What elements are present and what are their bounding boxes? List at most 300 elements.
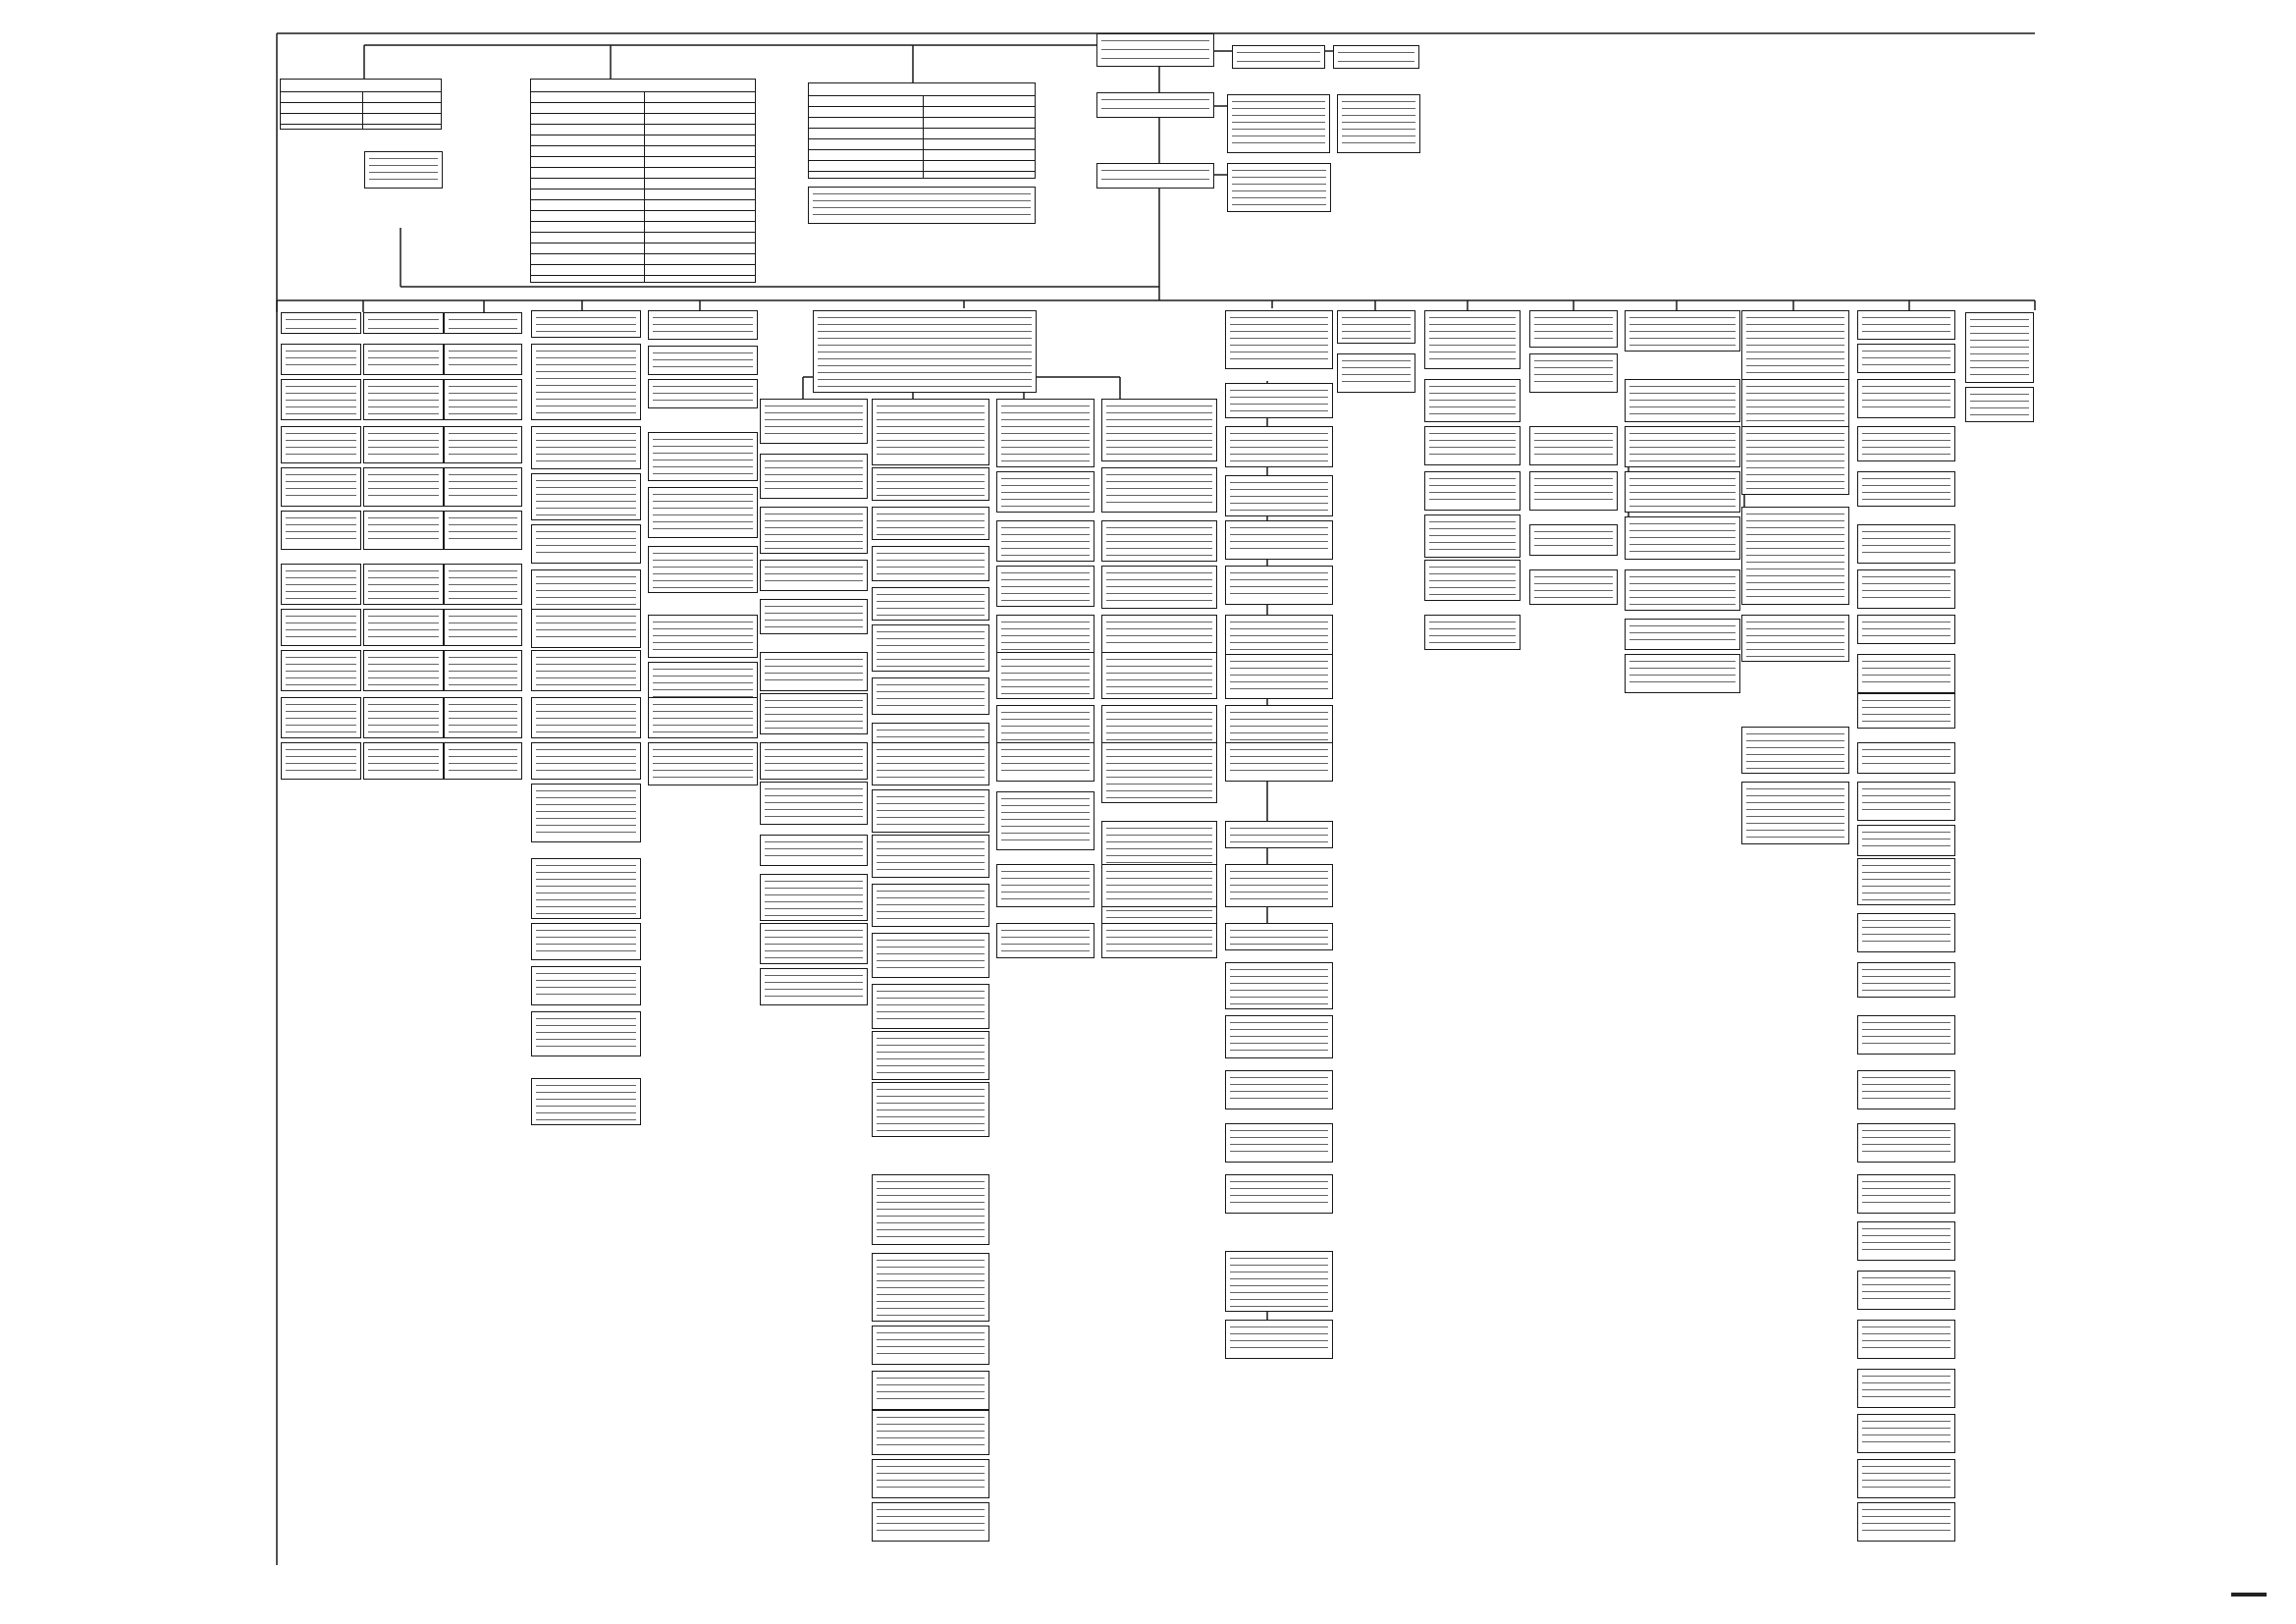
org-box — [281, 344, 361, 375]
illegible-text-lines — [877, 940, 985, 973]
illegible-text-lines — [1534, 478, 1613, 506]
illegible-text-lines — [1862, 1022, 1950, 1050]
illegible-text-lines — [1862, 865, 1950, 900]
org-box — [1857, 962, 1955, 998]
org-box — [1225, 821, 1333, 848]
org-box — [281, 697, 361, 738]
org-box — [1225, 1123, 1333, 1163]
org-box — [281, 467, 361, 507]
illegible-text-lines — [1106, 871, 1212, 902]
illegible-text-lines — [1001, 749, 1090, 777]
illegible-text-lines — [1862, 317, 1950, 335]
illegible-text-lines — [1862, 749, 1950, 769]
org-box — [808, 82, 1036, 179]
org-box — [281, 511, 361, 550]
illegible-text-lines — [449, 351, 517, 370]
org-box — [996, 471, 1095, 513]
org-box — [444, 650, 522, 691]
illegible-text-lines — [765, 460, 863, 494]
org-box — [1225, 742, 1333, 782]
org-box — [872, 1031, 989, 1080]
illegible-text-lines — [536, 616, 636, 643]
org-box — [1857, 654, 1955, 693]
org-box — [531, 1011, 641, 1056]
org-box — [1225, 654, 1333, 699]
org-box — [1625, 379, 1740, 422]
org-box — [1225, 566, 1333, 605]
org-box — [872, 467, 989, 501]
org-box — [648, 379, 758, 408]
illegible-text-lines — [1230, 482, 1328, 512]
illegible-text-lines — [1862, 1421, 1950, 1448]
illegible-text-lines — [1106, 474, 1212, 508]
org-box — [1232, 45, 1325, 69]
illegible-text-lines — [286, 657, 356, 686]
org-box — [1101, 566, 1217, 609]
org-box — [1965, 387, 2034, 422]
org-box — [1857, 1320, 1955, 1359]
org-box — [872, 1410, 989, 1455]
org-box — [1857, 913, 1955, 952]
illegible-text-lines — [1429, 622, 1516, 645]
illegible-text-lines — [1862, 969, 1950, 993]
org-box — [1857, 426, 1955, 461]
illegible-text-lines — [1106, 712, 1212, 743]
illegible-text-lines — [286, 351, 356, 370]
org-box — [872, 1082, 989, 1137]
org-box — [1741, 426, 1849, 495]
illegible-text-lines — [1429, 317, 1516, 364]
org-box — [996, 520, 1095, 562]
illegible-text-lines — [1534, 360, 1613, 388]
illegible-text-lines — [1230, 622, 1328, 653]
illegible-text-lines — [1230, 317, 1328, 364]
org-box — [531, 473, 641, 520]
org-box — [1424, 379, 1521, 422]
illegible-text-lines — [653, 386, 753, 404]
org-box — [1625, 619, 1740, 650]
illegible-text-lines — [877, 749, 985, 781]
table-grid — [809, 95, 1035, 178]
org-box — [872, 507, 989, 540]
illegible-text-lines — [1101, 40, 1209, 62]
org-box — [1227, 94, 1330, 153]
org-box — [363, 511, 444, 550]
illegible-text-lines — [1342, 101, 1415, 148]
illegible-text-lines — [877, 841, 985, 873]
org-box — [872, 399, 989, 465]
illegible-text-lines — [536, 790, 636, 838]
illegible-text-lines — [653, 494, 753, 533]
illegible-text-lines — [1629, 386, 1735, 417]
illegible-text-lines — [653, 704, 753, 733]
org-box — [1857, 782, 1955, 821]
org-box — [872, 984, 989, 1029]
illegible-text-lines — [1429, 567, 1516, 596]
org-box — [760, 652, 868, 691]
org-box — [444, 742, 522, 780]
illegible-text-lines — [1101, 170, 1209, 184]
illegible-text-lines — [1230, 1130, 1328, 1158]
org-box — [444, 697, 522, 738]
org-box — [531, 426, 641, 469]
org-box — [531, 1078, 641, 1125]
org-box — [281, 742, 361, 780]
org-box — [1101, 742, 1217, 803]
illegible-text-lines — [877, 1378, 985, 1405]
illegible-text-lines — [1001, 712, 1090, 743]
org-box — [1857, 1174, 1955, 1214]
illegible-text-lines — [1629, 433, 1735, 462]
org-box — [1857, 1271, 1955, 1310]
illegible-text-lines — [286, 433, 356, 459]
org-box — [1741, 615, 1849, 662]
illegible-text-lines — [1230, 433, 1328, 462]
illegible-text-lines — [1862, 1130, 1950, 1158]
org-box — [531, 923, 641, 960]
illegible-text-lines — [1534, 317, 1613, 343]
org-box — [760, 560, 868, 591]
org-box — [648, 546, 758, 593]
org-box — [1101, 652, 1217, 699]
org-box — [1101, 864, 1217, 907]
org-box — [872, 742, 989, 785]
org-box — [1857, 1123, 1955, 1163]
illegible-text-lines — [1230, 390, 1328, 413]
illegible-text-lines — [1862, 386, 1950, 413]
org-box — [1225, 475, 1333, 516]
illegible-text-lines — [877, 1417, 985, 1450]
illegible-text-lines — [1001, 406, 1090, 462]
org-box — [996, 791, 1095, 850]
org-box — [281, 609, 361, 646]
illegible-text-lines — [877, 891, 985, 922]
illegible-text-lines — [286, 319, 356, 329]
illegible-text-lines — [1429, 521, 1516, 553]
illegible-text-lines — [449, 474, 517, 502]
org-box — [531, 344, 641, 420]
illegible-text-lines — [1429, 433, 1516, 460]
illegible-text-lines — [765, 788, 863, 820]
illegible-text-lines — [1342, 317, 1411, 339]
org-box — [1225, 615, 1333, 658]
illegible-text-lines — [877, 594, 985, 616]
illegible-text-lines — [536, 576, 636, 612]
org-box — [760, 923, 868, 964]
illegible-text-lines — [765, 749, 863, 775]
org-box — [531, 697, 641, 738]
illegible-text-lines — [653, 622, 753, 653]
org-box — [444, 312, 522, 334]
illegible-text-lines — [765, 606, 863, 629]
org-box — [760, 399, 868, 444]
org-box — [1529, 471, 1618, 511]
illegible-text-lines — [1001, 930, 1090, 953]
column-divider — [644, 91, 645, 282]
org-box — [363, 609, 444, 646]
org-box — [1857, 1070, 1955, 1110]
illegible-text-lines — [368, 570, 439, 600]
org-box — [648, 487, 758, 538]
illegible-text-lines — [877, 1038, 985, 1075]
org-box — [363, 344, 444, 375]
org-box — [760, 507, 868, 554]
illegible-text-lines — [1746, 788, 1844, 839]
org-box — [281, 426, 361, 463]
illegible-text-lines — [286, 616, 356, 641]
illegible-text-lines — [286, 749, 356, 775]
illegible-text-lines — [877, 474, 985, 496]
illegible-text-lines — [877, 631, 985, 667]
illegible-text-lines — [1001, 527, 1090, 557]
illegible-text-lines — [1862, 576, 1950, 604]
org-box — [1857, 379, 1955, 418]
illegible-text-lines — [1230, 969, 1328, 1004]
illegible-text-lines — [449, 570, 517, 600]
org-box — [444, 564, 522, 605]
illegible-text-lines — [765, 659, 863, 686]
illegible-text-lines — [449, 433, 517, 459]
column-divider — [362, 91, 363, 129]
illegible-text-lines — [1862, 788, 1950, 816]
illegible-text-lines — [536, 351, 636, 415]
illegible-text-lines — [1001, 798, 1090, 845]
illegible-text-lines — [1629, 317, 1735, 347]
org-box — [760, 968, 868, 1005]
org-box — [1101, 615, 1217, 654]
org-box — [996, 566, 1095, 607]
illegible-text-lines — [1862, 700, 1950, 724]
illegible-text-lines — [653, 669, 753, 700]
illegible-text-lines — [536, 1018, 636, 1052]
org-box — [872, 1371, 989, 1410]
org-box — [363, 650, 444, 691]
org-box — [996, 399, 1095, 467]
org-box — [1337, 94, 1420, 153]
org-box — [760, 782, 868, 825]
illegible-text-lines — [449, 704, 517, 733]
illegible-text-lines — [1232, 101, 1325, 148]
org-box — [363, 742, 444, 780]
org-box — [760, 874, 868, 921]
org-box — [531, 742, 641, 780]
org-box — [280, 79, 442, 130]
illegible-text-lines — [1429, 478, 1516, 506]
org-box — [760, 454, 868, 499]
illegible-text-lines — [877, 684, 985, 710]
org-box — [444, 426, 522, 463]
org-box — [648, 697, 758, 738]
illegible-text-lines — [449, 749, 517, 775]
org-box — [872, 1326, 989, 1365]
table-grid — [281, 91, 441, 129]
illegible-text-lines — [1862, 661, 1950, 688]
illegible-text-lines — [1101, 99, 1209, 113]
table-grid — [531, 91, 755, 282]
illegible-text-lines — [1230, 828, 1328, 843]
org-box — [872, 933, 989, 978]
org-box — [531, 784, 641, 842]
org-box — [1424, 560, 1521, 601]
org-box — [872, 1253, 989, 1322]
illegible-text-lines — [1862, 1326, 1950, 1354]
org-box — [1529, 569, 1618, 605]
illegible-text-lines — [1106, 749, 1212, 798]
illegible-text-lines — [765, 514, 863, 549]
org-box — [1424, 514, 1521, 558]
org-box — [1857, 825, 1955, 856]
org-box — [281, 312, 361, 334]
org-box — [1857, 569, 1955, 609]
illegible-text-lines — [1629, 523, 1735, 555]
org-box — [1857, 1015, 1955, 1055]
footer-code — [2231, 1593, 2267, 1597]
org-box — [531, 858, 641, 919]
org-box — [1227, 163, 1331, 212]
illegible-text-lines — [1106, 659, 1212, 694]
illegible-text-lines — [369, 158, 438, 184]
illegible-text-lines — [449, 517, 517, 545]
org-box — [1101, 520, 1217, 562]
org-box — [1225, 1174, 1333, 1214]
org-box — [1625, 310, 1740, 352]
illegible-text-lines — [1338, 52, 1415, 64]
org-box — [281, 379, 361, 420]
illegible-text-lines — [1862, 622, 1950, 639]
illegible-text-lines — [1629, 478, 1735, 508]
illegible-text-lines — [1970, 319, 2029, 378]
illegible-text-lines — [877, 1089, 985, 1132]
illegible-text-lines — [536, 930, 636, 955]
org-box — [872, 1459, 989, 1498]
illegible-text-lines — [286, 704, 356, 733]
illegible-text-lines — [1746, 317, 1844, 388]
illegible-text-lines — [1746, 514, 1844, 600]
org-box — [872, 835, 989, 878]
org-box — [531, 310, 641, 338]
org-box — [1101, 467, 1217, 513]
illegible-text-lines — [1746, 733, 1844, 769]
illegible-text-lines — [1862, 351, 1950, 368]
illegible-text-lines — [368, 616, 439, 641]
illegible-text-lines — [1862, 478, 1950, 502]
illegible-text-lines — [1230, 712, 1328, 743]
illegible-text-lines — [1106, 622, 1212, 649]
illegible-text-lines — [449, 657, 517, 686]
illegible-text-lines — [1230, 930, 1328, 946]
illegible-text-lines — [368, 474, 439, 502]
illegible-text-lines — [1230, 1181, 1328, 1209]
illegible-text-lines — [1001, 478, 1090, 508]
org-box — [444, 467, 522, 507]
org-box — [531, 609, 641, 648]
illegible-text-lines — [536, 749, 636, 775]
org-box — [530, 79, 756, 283]
illegible-text-lines — [1862, 531, 1950, 559]
illegible-text-lines — [536, 317, 636, 333]
org-box — [1625, 426, 1740, 467]
org-box — [872, 624, 989, 672]
illegible-text-lines — [368, 319, 439, 329]
illegible-text-lines — [877, 406, 985, 460]
org-box — [760, 835, 868, 866]
illegible-text-lines — [877, 991, 985, 1024]
org-box — [1333, 45, 1419, 69]
org-box — [1337, 353, 1415, 393]
org-box — [1857, 693, 1955, 729]
illegible-text-lines — [1230, 661, 1328, 694]
illegible-text-lines — [1746, 433, 1844, 490]
org-box — [996, 923, 1095, 958]
illegible-text-lines — [1862, 433, 1950, 457]
illegible-text-lines — [877, 1332, 985, 1360]
illegible-text-lines — [1862, 1181, 1950, 1209]
org-box — [1857, 310, 1955, 340]
org-box — [813, 310, 1037, 393]
illegible-text-lines — [1230, 749, 1328, 777]
illegible-text-lines — [877, 1181, 985, 1240]
org-box — [1741, 507, 1849, 605]
illegible-text-lines — [653, 553, 753, 588]
org-box — [1424, 310, 1521, 369]
illegible-text-lines — [1230, 1022, 1328, 1054]
illegible-text-lines — [765, 567, 863, 586]
illegible-text-lines — [1001, 871, 1090, 902]
illegible-text-lines — [1106, 527, 1212, 557]
illegible-text-lines — [877, 796, 985, 828]
org-box — [1225, 383, 1333, 418]
illegible-text-lines — [368, 433, 439, 459]
illegible-text-lines — [1862, 1509, 1950, 1537]
org-box — [281, 650, 361, 691]
illegible-text-lines — [653, 439, 753, 476]
org-box — [1857, 471, 1955, 507]
illegible-text-lines — [765, 700, 863, 730]
illegible-text-lines — [1862, 1077, 1950, 1105]
org-box — [1225, 923, 1333, 950]
illegible-text-lines — [1862, 1376, 1950, 1403]
org-box — [1225, 1070, 1333, 1110]
illegible-text-lines — [536, 1085, 636, 1120]
org-box — [872, 587, 989, 621]
org-box — [1225, 1320, 1333, 1359]
org-box — [872, 884, 989, 927]
illegible-text-lines — [286, 386, 356, 415]
illegible-text-lines — [536, 704, 636, 733]
org-box — [1529, 524, 1618, 556]
org-box — [1424, 426, 1521, 465]
illegible-text-lines — [536, 531, 636, 559]
illegible-text-lines — [1629, 661, 1735, 688]
illegible-text-lines — [286, 570, 356, 600]
illegible-text-lines — [818, 317, 1032, 388]
org-box — [1529, 310, 1618, 348]
org-box — [1529, 353, 1618, 393]
org-box — [996, 652, 1095, 699]
illegible-text-lines — [368, 386, 439, 415]
org-box — [1857, 742, 1955, 774]
illegible-text-lines — [1970, 394, 2029, 417]
illegible-text-lines — [536, 480, 636, 515]
org-box — [1529, 426, 1618, 465]
illegible-text-lines — [877, 1466, 985, 1493]
illegible-text-lines — [653, 352, 753, 370]
illegible-text-lines — [1629, 576, 1735, 606]
illegible-text-lines — [1230, 1326, 1328, 1354]
illegible-text-lines — [1342, 360, 1411, 388]
illegible-text-lines — [1237, 52, 1320, 64]
org-box — [531, 650, 641, 691]
